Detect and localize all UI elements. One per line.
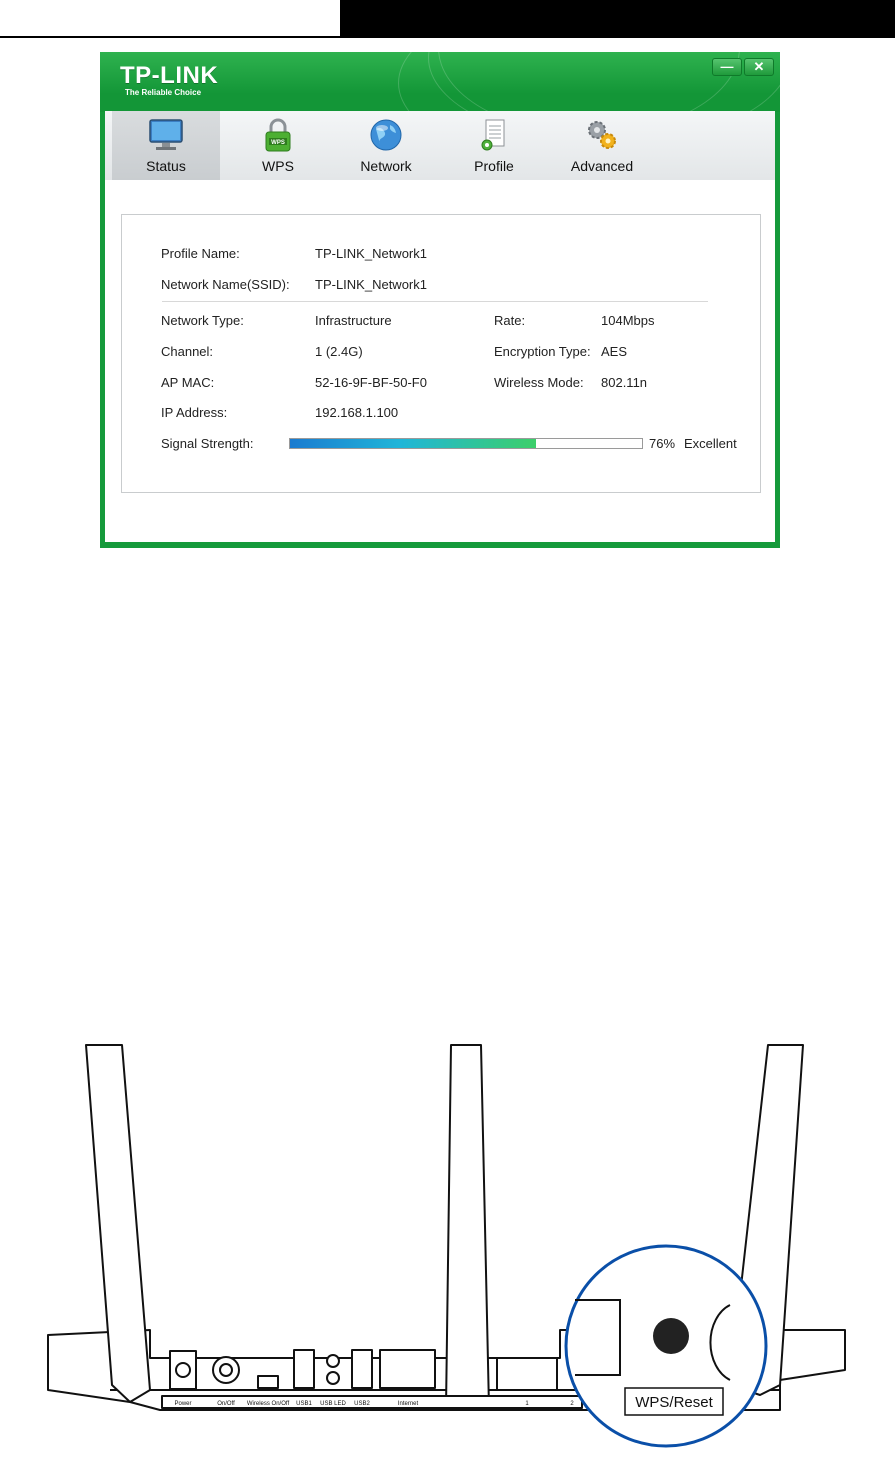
lan-port-1 [497,1358,557,1390]
profile-name-label: Profile Name: [161,246,240,261]
port-label-lan2: 2 [570,1401,574,1407]
tplink-logo [120,64,218,98]
port-label-power: Power [174,1401,192,1407]
monitor-icon [148,117,184,153]
tab-label: Network [360,158,412,174]
usb-led [327,1355,339,1367]
document-gear-icon [476,117,512,153]
router-rear-illustration [0,1040,895,1459]
on-off-button-inner [220,1364,232,1376]
main-toolbar [105,111,775,181]
ssid-value: TP-LINK_Network1 [315,277,427,292]
logo-brand: TP-LINK [120,62,219,89]
usb-led-lower [327,1372,339,1384]
port-label-usb-led: USB LED [320,1401,346,1407]
minimize-button[interactable]: — [712,58,742,76]
tab-network[interactable] [332,111,440,180]
wireless-mode-label: Wireless Mode: [494,375,584,390]
rate-label: Rate: [494,313,526,328]
wireless-mode-value: 802.11n [601,375,648,390]
svg-text:WPS: WPS [271,140,285,146]
tab-advanced[interactable] [548,111,656,180]
usb1-port [294,1350,314,1388]
ssid-label: Network Name(SSID): [161,277,290,292]
signal-percent: 76% [649,436,676,451]
profile-name-value: TP-LINK_Network1 [315,246,427,261]
usb2-port [352,1350,372,1388]
gears-icon [584,117,620,153]
power-port-socket [176,1363,190,1377]
channel-label: Channel: [161,344,214,359]
wps-lock-icon [260,117,296,153]
port-label-onoff: On/Off [217,1401,235,1407]
signal-strength-label: Signal Strength: [161,436,254,451]
port-label-lan1: 1 [525,1401,529,1407]
tab-wps[interactable] [224,111,332,180]
header-left-rule [0,0,340,38]
wireless-switch [258,1376,278,1388]
status-panel [105,180,775,542]
network-type-value: Infrastructure [315,313,392,328]
title-bar [100,52,780,112]
tab-label: WPS [262,158,294,174]
tab-label: Profile [474,158,514,174]
port-label-usb1: USB1 [296,1401,312,1407]
rate-value: 104Mbps [601,313,655,328]
port-label-wireless: Wireless On/Off [246,1401,290,1407]
wps-reset-callout [566,1246,766,1446]
status-divider [162,301,708,302]
port-label-internet: Internet [397,1401,419,1407]
tab-profile[interactable] [440,111,548,180]
ap-mac-value: 52-16-9F-BF-50-F0 [315,375,427,390]
internet-port [380,1350,435,1388]
encryption-label: Encryption Type: [494,344,591,359]
close-button[interactable]: ✕ [744,58,774,76]
ip-address-label: IP Address: [161,405,228,420]
ip-address-value: 192.168.1.100 [315,405,399,420]
signal-strength-bar [289,438,643,449]
antenna-center [446,1045,489,1408]
encryption-value: AES [601,344,628,359]
globe-icon [368,117,404,153]
header-black-bar [340,0,895,38]
logo-tagline: The Reliable Choice [125,88,202,97]
wps-reset-button [653,1318,689,1354]
channel-value: 1 (2.4G) [315,344,363,359]
wps-reset-label: WPS/Reset [635,1394,713,1411]
ap-mac-label: AP MAC: [161,375,215,390]
tab-label: Status [146,158,186,174]
signal-quality: Excellent [684,436,737,451]
window-controls [712,58,774,76]
port-label-usb2: USB2 [354,1401,370,1407]
tab-label: Advanced [570,158,634,174]
tplink-utility-window [100,52,780,548]
status-info-box [121,214,761,493]
title-decoration [438,52,740,112]
network-type-label: Network Type: [161,313,244,328]
signal-strength-fill [290,439,536,448]
tab-status[interactable] [112,111,220,180]
